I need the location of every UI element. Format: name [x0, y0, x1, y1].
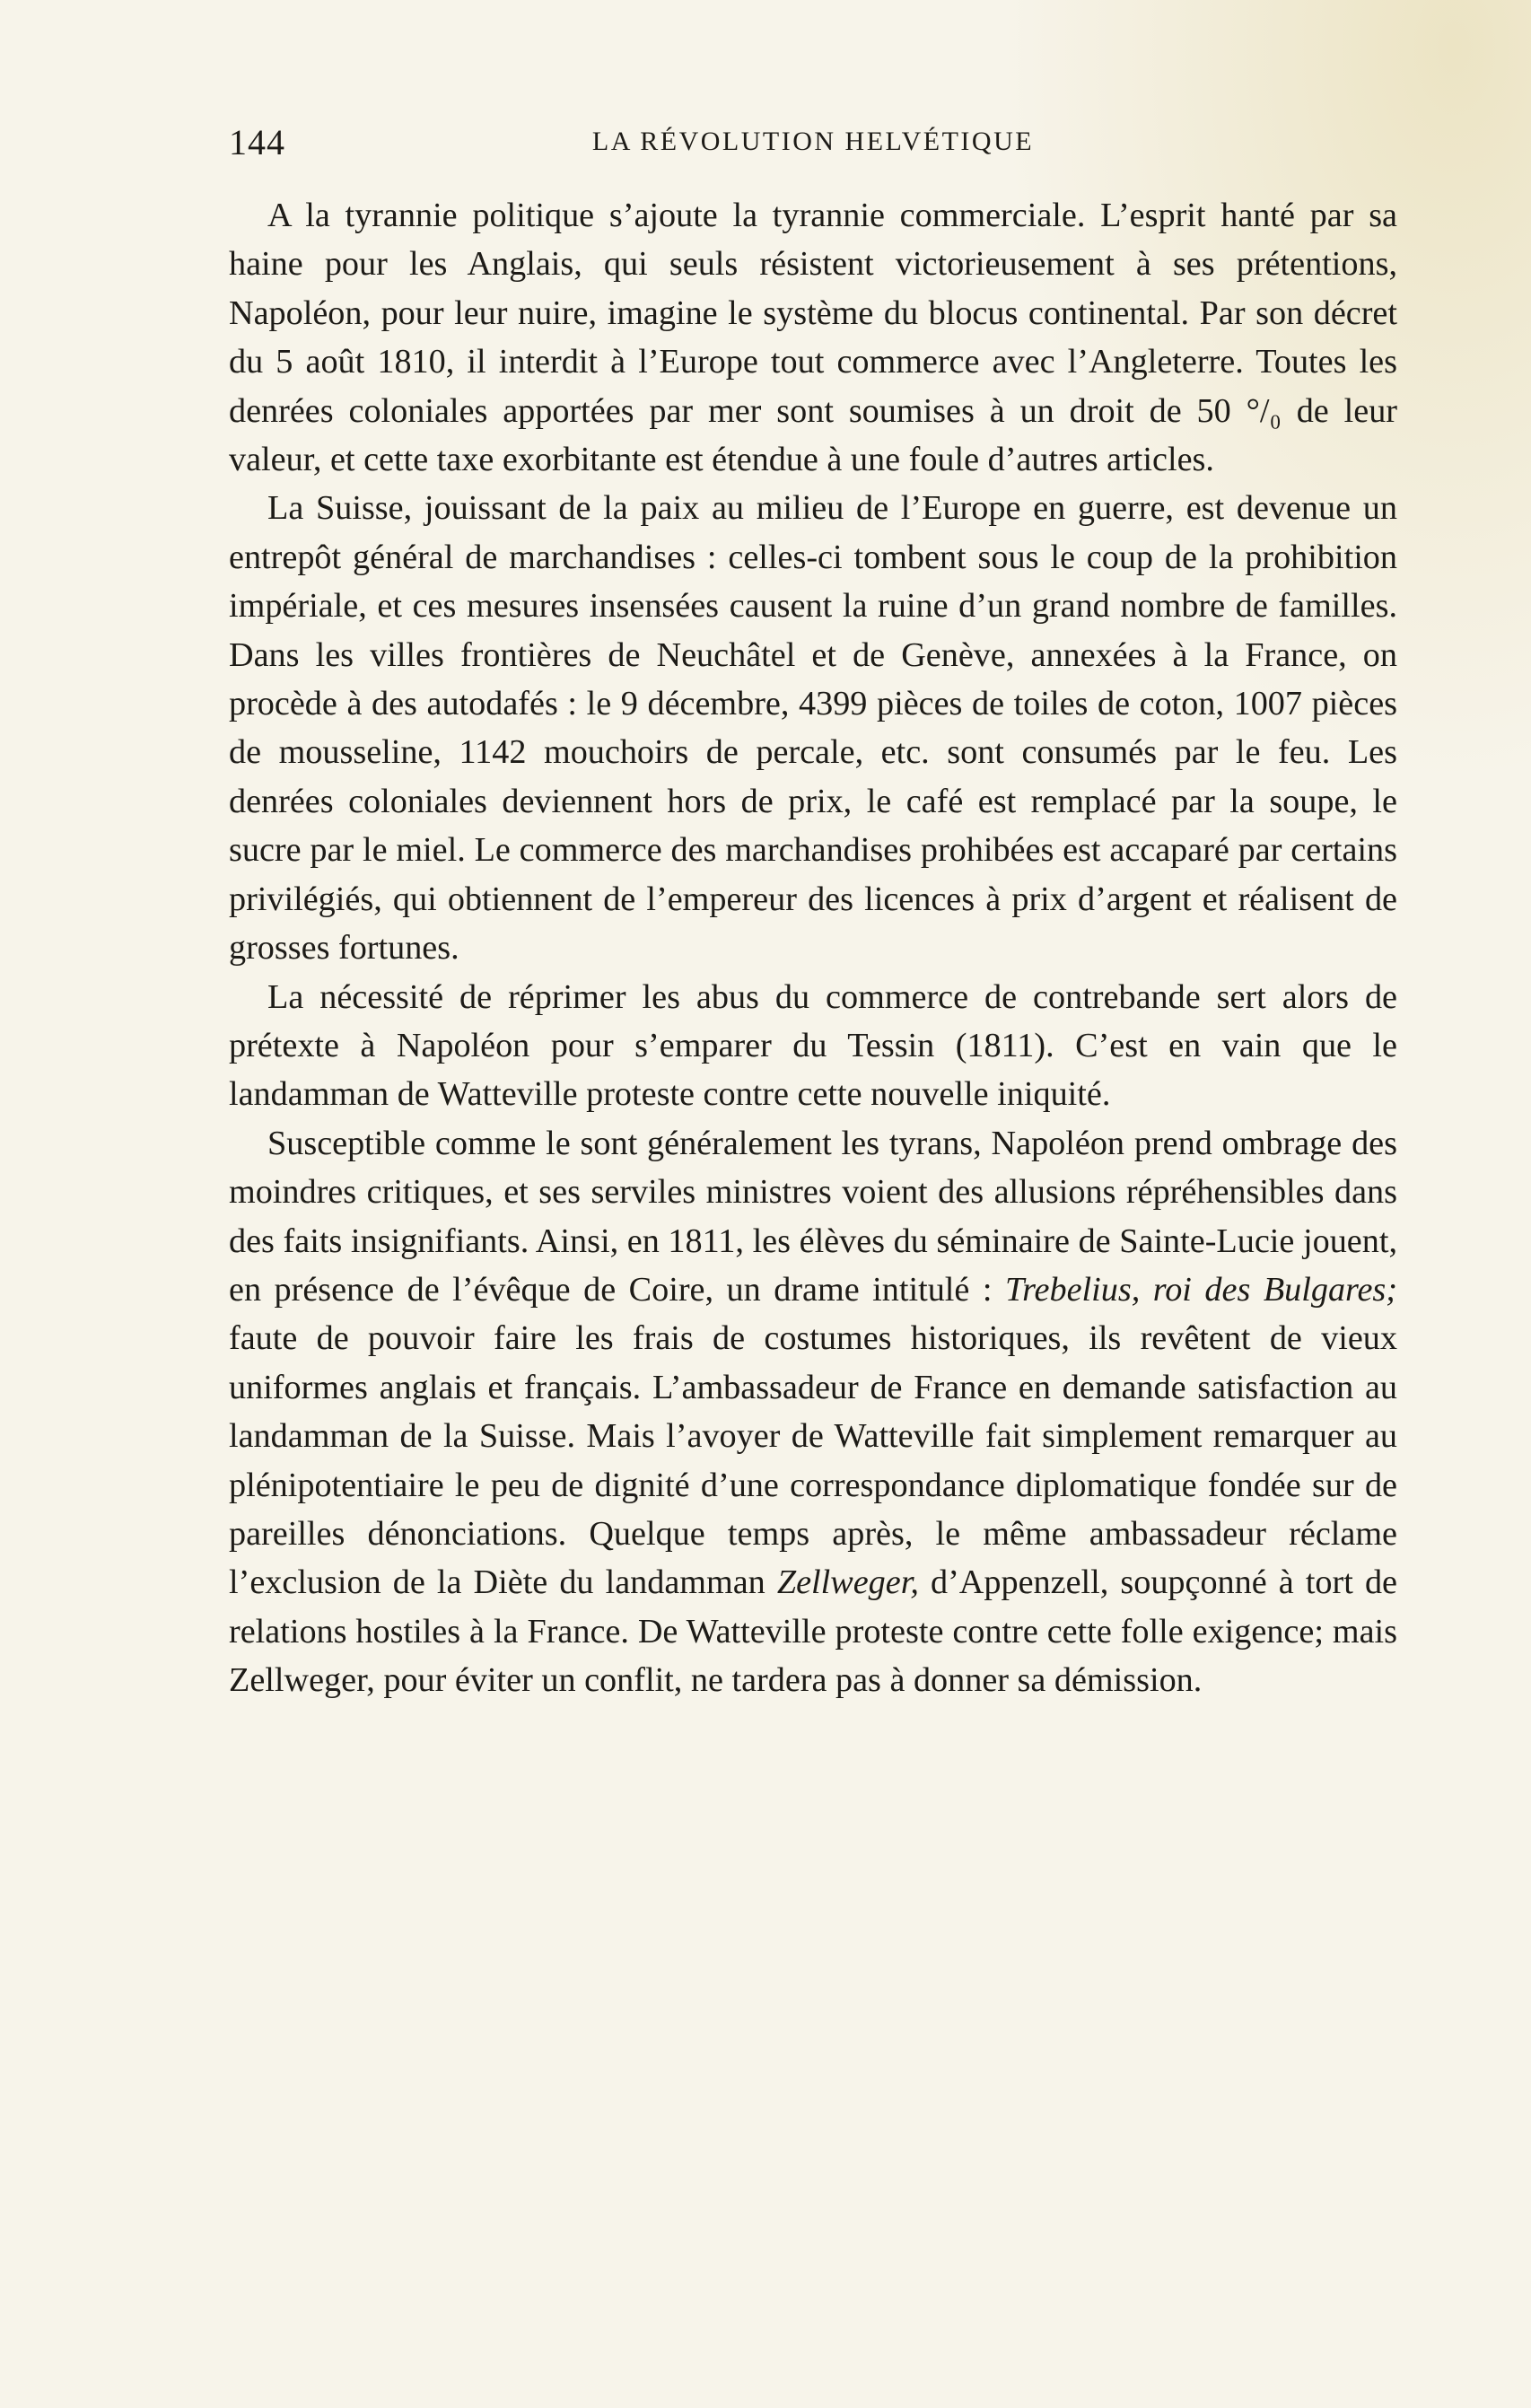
paragraph-suisse-entrepot: La Suisse, jouissant de la paix au milieu de l’Europe en guerre, est devenue un entrepôt général de marchandises : celles-ci tombent sous le coup de la prohibition impériale, et ces mesures insensées causent la ruine d’un grand nombre de familles. Dans les villes frontières de Neuchâtel et de Genève, annexées à la France, on procède à des autodafés : le 9 décembre, 4399 pièces de toiles de coton, 1007 pièces de mousseline, 1142 mouchoirs de percale, etc. sont consumés par le feu. Les denrées coloniales deviennent hors de prix, le café est remplacé par la soupe, le sucre par le miel. Le commerce des marchandises prohibées est accaparé par certains privilégiés, qui obtiennent de l’empereur des licences à prix d’argent et réalisent de grosses fortunes.: [229, 489, 1397, 968]
italic-name-zellweger: Zellweger,: [776, 1563, 919, 1602]
running-title: LA RÉVOLUTION HELVÉTIQUE: [591, 127, 1035, 156]
page-header: [229, 121, 1397, 175]
book-page: [229, 121, 1397, 1705]
page-number: 144: [229, 122, 285, 162]
paragraph-text-part: Susceptible comme le sont généralement les tyrans, Napoléon prend ombrage des moindres critiques, et ses serviles ministres voient des allusions répréhensibles dans des faits insignifiants. Ainsi, en 1811, les élèves du séminaire de Sainte-Lucie jouent, en présence de l’évêque de Coire, un drame intitulé :: [229, 1124, 1397, 1309]
italic-title-trebelius: Trebelius, roi des Bulgares;: [1004, 1270, 1398, 1309]
paragraph-text-part: faute de pouvoir faire les frais de costumes historiques, ils revêtent de vieux uniformes anglais et français. L’ambassadeur de France en demande satisfaction au landamman de la Suisse. Mais l’avoyer de Watteville fait simplement remarquer au plénipotentiaire le peu de dignité d’une correspondance diplomatique fondée sur de pareilles dénonciations. Quelque temps après, le même ambassadeur réclame l’exclusion de la Diète du landamman: [229, 1319, 1397, 1602]
paragraph-text-part: d’Appenzell, soupçonné à tort de relations hostiles à la France. De Watteville proteste contre cette folle exigence; mais Zellweger, pour éviter un conflit, ne tardera pas à donner sa démission.: [229, 1563, 1397, 1700]
paragraph-blocus: A la tyrannie politique s’ajoute la tyrannie commerciale. L’esprit hanté par sa haine pour les Anglais, qui seuls résistent victorieusement à ses prétentions, Napoléon, pour leur nuire, imagine le système du blocus continental. Par son décret du 5 août 1810, il interdit à l’Europe tout commerce avec l’Angleterre. Toutes les denrées coloniales apportées par mer sont soumises à un droit de 50 °/₀ de leur valeur, et cette taxe exorbitante est étendue à une foule d’autres articles.: [229, 197, 1397, 479]
paragraph-trebelius: [229, 1119, 1397, 1705]
body-text: [229, 191, 1397, 1705]
paragraph-tessin: La nécessité de réprimer les abus du commerce de contrebande sert alors de prétexte à Napoléon pour s’emparer du Tessin (1811). C’est en vain que le landamman de Watteville proteste contre cette nouvelle iniquité.: [229, 977, 1397, 1114]
